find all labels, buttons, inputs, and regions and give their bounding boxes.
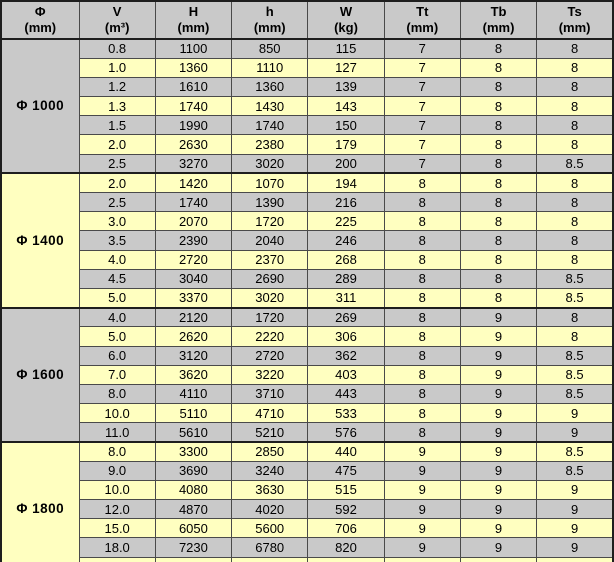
table-cell: 8 [384, 288, 460, 307]
table-cell: 5600 [232, 519, 308, 538]
table-cell: 3220 [232, 365, 308, 384]
column-symbol: Φ [34, 4, 46, 19]
table-cell: 3.5 [79, 231, 155, 250]
table-cell: 3.0 [79, 212, 155, 231]
table-cell: 8 [537, 231, 613, 250]
table-cell: 216 [308, 193, 384, 212]
table-cell: 8 [384, 327, 460, 346]
column-unit: (mm) [482, 20, 515, 35]
group-label: Φ 1400 [1, 173, 79, 307]
table-cell: 8 [537, 212, 613, 231]
table-cell: 306 [308, 327, 384, 346]
table-cell: 8 [384, 423, 460, 442]
table-cell: 8 [537, 39, 613, 58]
table-cell: 4.0 [79, 250, 155, 269]
table-body [1, 39, 613, 562]
table-row [1, 538, 613, 557]
table-cell: 9 [384, 538, 460, 557]
table-cell: 9 [460, 538, 536, 557]
table-cell: 9 [460, 500, 536, 519]
clipped-bottom-row [1, 557, 613, 562]
table-cell: 9 [537, 404, 613, 423]
table-row [1, 308, 613, 327]
table-cell: 8 [460, 288, 536, 307]
table-cell: 2.0 [79, 135, 155, 154]
table-cell: 8.5 [537, 442, 613, 461]
table-cell: 4870 [155, 500, 231, 519]
table-cell: 1720 [232, 212, 308, 231]
table-row [1, 480, 613, 499]
table-cell: 2850 [232, 442, 308, 461]
table-cell: 8 [537, 97, 613, 116]
table-cell: 8 [460, 250, 536, 269]
table-row [1, 250, 613, 269]
table-cell: 8 [537, 327, 613, 346]
table-cell: 3240 [232, 461, 308, 480]
table-cell: 9 [384, 461, 460, 480]
column-header-4 [308, 1, 384, 39]
table-cell: 8 [384, 212, 460, 231]
table-cell: 115 [308, 39, 384, 58]
table-cell: 533 [308, 404, 384, 423]
table-cell: 2120 [155, 308, 231, 327]
table-cell: 9 [537, 519, 613, 538]
table-row [1, 404, 613, 423]
table-cell: 2390 [155, 231, 231, 250]
table-row [1, 519, 613, 538]
table-cell: 8 [460, 97, 536, 116]
table-cell: 139 [308, 77, 384, 96]
table-cell: 9 [537, 500, 613, 519]
table-cell: 7.0 [79, 365, 155, 384]
table-cell: 2690 [232, 269, 308, 288]
table-cell [308, 557, 384, 562]
table-row [1, 423, 613, 442]
table-cell: 9 [384, 519, 460, 538]
table-cell: 2040 [232, 231, 308, 250]
table-cell: 9 [460, 442, 536, 461]
table-cell: 3120 [155, 346, 231, 365]
table-cell [537, 557, 613, 562]
table-cell: 2.5 [79, 193, 155, 212]
table-cell: 12.0 [79, 500, 155, 519]
table-header [1, 1, 613, 39]
table-cell: 1420 [155, 173, 231, 192]
table-cell: 8.5 [537, 384, 613, 403]
column-symbol: Tb [490, 4, 507, 19]
table-cell: 269 [308, 308, 384, 327]
table-row [1, 461, 613, 480]
table-cell: 179 [308, 135, 384, 154]
table-cell: 1100 [155, 39, 231, 58]
table-cell: 9 [460, 423, 536, 442]
table-row [1, 116, 613, 135]
table-cell: 8 [460, 173, 536, 192]
table-cell [232, 557, 308, 562]
table-cell: 7 [384, 135, 460, 154]
table-cell [384, 557, 460, 562]
table-cell: 5.0 [79, 327, 155, 346]
table-cell: 8 [384, 231, 460, 250]
table-cell: 1110 [232, 58, 308, 77]
table-cell: 15.0 [79, 519, 155, 538]
table-cell: 8 [460, 193, 536, 212]
table-row [1, 77, 613, 96]
table-cell: 1720 [232, 308, 308, 327]
column-header-2 [155, 1, 231, 39]
table-cell: 8 [460, 39, 536, 58]
table-cell: 1740 [232, 116, 308, 135]
table-cell: 10.0 [79, 480, 155, 499]
table-cell: 1740 [155, 97, 231, 116]
table-row [1, 135, 613, 154]
table-cell: 8 [537, 308, 613, 327]
table-cell: 150 [308, 116, 384, 135]
table-cell: 4080 [155, 480, 231, 499]
table-cell: 1360 [232, 77, 308, 96]
column-symbol: Ts [567, 4, 582, 19]
table-row [1, 365, 613, 384]
table-cell: 8.5 [537, 288, 613, 307]
table-cell: 592 [308, 500, 384, 519]
table-cell: 18.0 [79, 538, 155, 557]
column-symbol: W [339, 4, 353, 19]
table-cell: 8 [460, 58, 536, 77]
table-cell: 2620 [155, 327, 231, 346]
table-cell: 8 [384, 308, 460, 327]
column-header-0 [1, 1, 79, 39]
table-cell: 8.0 [79, 384, 155, 403]
table-cell: 4.0 [79, 308, 155, 327]
table-cell: 0.8 [79, 39, 155, 58]
table-cell: 440 [308, 442, 384, 461]
table-cell: 8.5 [537, 154, 613, 173]
table-cell: 9.0 [79, 461, 155, 480]
table-cell: 850 [232, 39, 308, 58]
table-cell: 576 [308, 423, 384, 442]
column-unit: (mm) [558, 20, 591, 35]
table-cell: 2370 [232, 250, 308, 269]
table-cell: 8 [537, 58, 613, 77]
table-cell: 9 [460, 404, 536, 423]
table-row [1, 154, 613, 173]
table-cell: 9 [384, 480, 460, 499]
table-cell: 8 [460, 269, 536, 288]
table-row [1, 97, 613, 116]
table-cell: 8 [384, 250, 460, 269]
table-cell: 1610 [155, 77, 231, 96]
table-cell: 7230 [155, 538, 231, 557]
table-cell: 3040 [155, 269, 231, 288]
table-cell: 362 [308, 346, 384, 365]
table-cell: 9 [460, 327, 536, 346]
table-cell: 1.5 [79, 116, 155, 135]
table-cell: 403 [308, 365, 384, 384]
table-cell: 1.0 [79, 58, 155, 77]
table-cell: 8 [460, 154, 536, 173]
table-cell: 246 [308, 231, 384, 250]
table-cell: 3270 [155, 154, 231, 173]
table-row [1, 269, 613, 288]
column-symbol: V [112, 4, 122, 19]
table-cell: 8 [537, 135, 613, 154]
table-row [1, 288, 613, 307]
table-cell: 2720 [155, 250, 231, 269]
table-cell: 2070 [155, 212, 231, 231]
table-row [1, 39, 613, 58]
group-label: Φ 1600 [1, 308, 79, 442]
table-cell: 9 [460, 365, 536, 384]
table-cell: 225 [308, 212, 384, 231]
table-cell: 3630 [232, 480, 308, 499]
table-row [1, 327, 613, 346]
table-cell: 8 [537, 77, 613, 96]
column-header-1 [79, 1, 155, 39]
column-unit: (mm) [177, 20, 210, 35]
table-cell: 443 [308, 384, 384, 403]
table-cell: 8 [384, 404, 460, 423]
group-label: Φ 1000 [1, 39, 79, 173]
table-cell: 3690 [155, 461, 231, 480]
column-header-7 [537, 1, 613, 39]
table-cell [460, 557, 536, 562]
table-cell: 1430 [232, 97, 308, 116]
table-cell: 5.0 [79, 288, 155, 307]
table-row [1, 442, 613, 461]
table-cell: 2.0 [79, 173, 155, 192]
table-cell: 9 [460, 519, 536, 538]
table-cell: 8 [460, 116, 536, 135]
table-cell: 1.2 [79, 77, 155, 96]
table-cell: 2220 [232, 327, 308, 346]
table-cell: 3020 [232, 288, 308, 307]
column-unit: (mm) [253, 20, 286, 35]
table-cell: 8 [537, 250, 613, 269]
table-cell: 8 [384, 346, 460, 365]
table-cell: 9 [537, 538, 613, 557]
table-cell: 8 [537, 116, 613, 135]
table-cell: 8 [384, 193, 460, 212]
table-cell: 9 [460, 461, 536, 480]
table-cell: 8 [384, 384, 460, 403]
table-cell: 3710 [232, 384, 308, 403]
table-cell: 9 [537, 423, 613, 442]
table-cell: 200 [308, 154, 384, 173]
table-cell: 8 [460, 212, 536, 231]
table-row [1, 58, 613, 77]
table-cell: 8.5 [537, 365, 613, 384]
table-cell: 9 [460, 480, 536, 499]
table-cell: 1070 [232, 173, 308, 192]
table-cell: 515 [308, 480, 384, 499]
table-cell: 2380 [232, 135, 308, 154]
table-cell: 6780 [232, 538, 308, 557]
table-cell: 8.5 [537, 269, 613, 288]
table-cell: 8 [537, 193, 613, 212]
table-cell: 9 [537, 480, 613, 499]
table-cell: 8 [537, 173, 613, 192]
table-cell [79, 557, 155, 562]
table-cell: 4.5 [79, 269, 155, 288]
table-cell: 3620 [155, 365, 231, 384]
table-row [1, 212, 613, 231]
table-cell: 7 [384, 154, 460, 173]
table-cell: 11.0 [79, 423, 155, 442]
table-cell: 475 [308, 461, 384, 480]
table-cell: 127 [308, 58, 384, 77]
table-cell: 706 [308, 519, 384, 538]
table-cell: 8.5 [537, 346, 613, 365]
table-cell: 10.0 [79, 404, 155, 423]
table-cell: 3370 [155, 288, 231, 307]
table-cell: 1740 [155, 193, 231, 212]
table-cell: 9 [460, 346, 536, 365]
table-cell: 9 [384, 500, 460, 519]
table-cell: 7 [384, 77, 460, 96]
table-cell: 5110 [155, 404, 231, 423]
table-cell: 7 [384, 97, 460, 116]
table-cell: 1390 [232, 193, 308, 212]
table-cell: 8.5 [537, 461, 613, 480]
table-cell: 194 [308, 173, 384, 192]
table-cell: 143 [308, 97, 384, 116]
table-cell: 4110 [155, 384, 231, 403]
table-cell: 9 [460, 308, 536, 327]
table-cell: 8 [384, 365, 460, 384]
table-cell: 9 [460, 384, 536, 403]
table-cell: 1.3 [79, 97, 155, 116]
table-row [1, 384, 613, 403]
table-cell: 1360 [155, 58, 231, 77]
group-label: Φ 1800 [1, 442, 79, 562]
column-unit: (m³) [104, 20, 130, 35]
table-cell: 9 [384, 442, 460, 461]
table-cell: 4020 [232, 500, 308, 519]
table-cell: 289 [308, 269, 384, 288]
table-cell: 268 [308, 250, 384, 269]
table-cell: 7 [384, 58, 460, 77]
table-row [1, 500, 613, 519]
table-cell: 5610 [155, 423, 231, 442]
table-cell: 7 [384, 116, 460, 135]
table-cell: 820 [308, 538, 384, 557]
table-cell: 6050 [155, 519, 231, 538]
table-cell: 7 [384, 39, 460, 58]
column-header-3 [232, 1, 308, 39]
column-unit: (mm) [24, 20, 57, 35]
table-cell: 2630 [155, 135, 231, 154]
table-cell: 2.5 [79, 154, 155, 173]
column-header-5 [384, 1, 460, 39]
table-cell: 8 [460, 77, 536, 96]
column-header-6 [460, 1, 536, 39]
table-row [1, 231, 613, 250]
table-cell: 3020 [232, 154, 308, 173]
table-cell: 8.0 [79, 442, 155, 461]
header-row [1, 1, 613, 39]
table-row [1, 173, 613, 192]
table-cell: 8 [460, 231, 536, 250]
table-cell: 311 [308, 288, 384, 307]
table-cell: 2720 [232, 346, 308, 365]
table-cell: 4710 [232, 404, 308, 423]
table-cell: 5210 [232, 423, 308, 442]
column-unit: (mm) [406, 20, 439, 35]
table-cell: 8 [384, 269, 460, 288]
table-cell: 8 [460, 135, 536, 154]
table-cell [155, 557, 231, 562]
table-row [1, 193, 613, 212]
table-cell: 1990 [155, 116, 231, 135]
column-symbol: Tt [416, 4, 429, 19]
table-cell: 3300 [155, 442, 231, 461]
column-unit: (kg) [334, 20, 358, 35]
table-cell: 8 [384, 173, 460, 192]
table-row [1, 346, 613, 365]
column-symbol: h [265, 4, 274, 19]
column-symbol: H [188, 4, 199, 19]
table-cell: 6.0 [79, 346, 155, 365]
